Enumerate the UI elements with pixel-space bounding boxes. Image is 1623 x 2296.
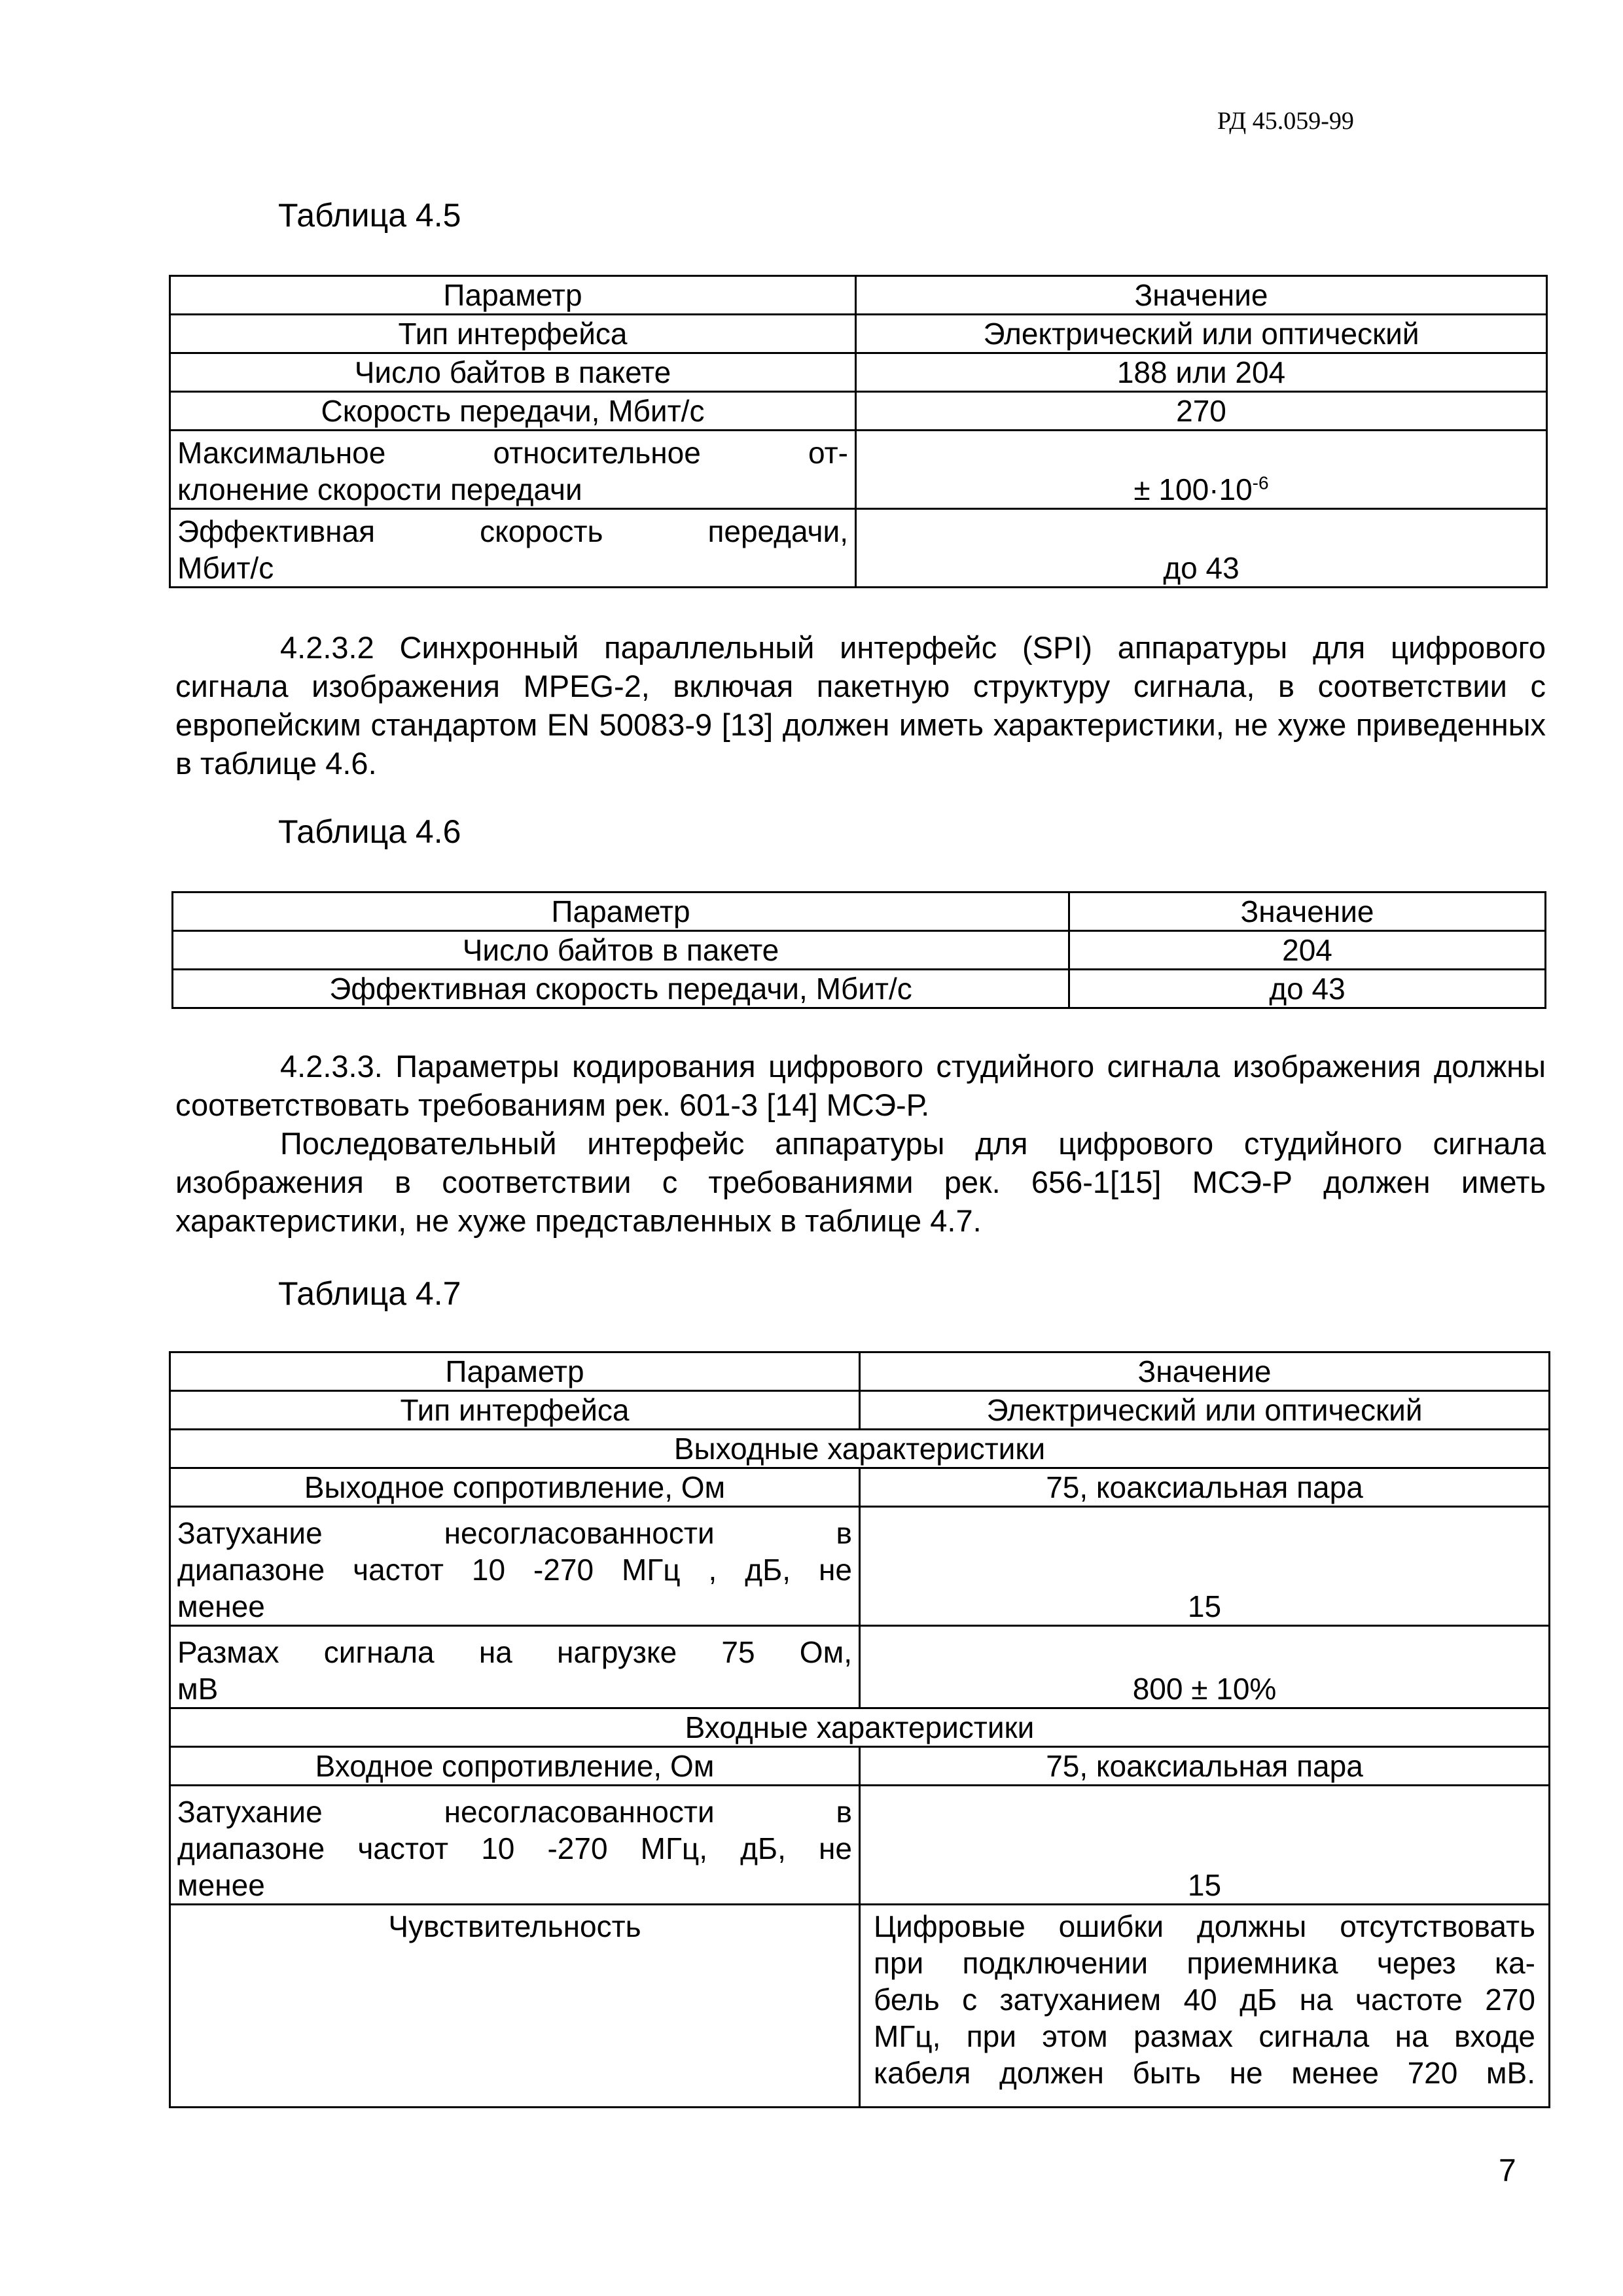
table-cell: Эффективная скорость передачи, Мбит/с [173,970,1069,1008]
paragraph-4-2-3-2: 4.2.3.2 Синхронный параллельный интерфейс (SPI) аппаратуры для цифрового сигнала изображения MPEG-2, включая пакетную структуру сигнала, в соответствии с европейским стандартом EN 50083-9 [13] должен иметь характеристики, не хуже приведенных в таблице 4.6. [175,630,1546,781]
cell-line: мВ [177,1672,219,1706]
table-row [170,1626,1550,1708]
table-row [170,1352,1550,1391]
paragraph-serial-interface: Последовательный интерфейс аппаратуры для цифрового студийного сигнала изображения в соответствии с требованиями рек. 656-1[15] МСЭ-Р должен иметь характеристики, не хуже представленных в таблице 4.7. [175,1126,1546,1238]
document-code: РД 45.059-99 [1217,107,1354,135]
page-number: 7 [1499,2153,1516,2188]
table-cell: Входное сопротивление, Ом [170,1747,860,1786]
table-4-5-caption: Таблица 4.5 [278,197,461,234]
table-cell: 75, коаксиальная пара [860,1468,1550,1507]
table-cell [860,1905,1550,2108]
table-row [170,1468,1550,1507]
table-cell [170,1786,860,1905]
table-cell: Скорость передачи, Мбит/с [170,392,856,431]
cell-line: кабеля должен быть не менее 720 мВ. [874,2056,1535,2090]
table-row [170,392,1547,431]
table-row [170,1905,1550,2108]
table-row [173,970,1546,1008]
cell-line: Затухание несогласованности в [177,1516,852,1550]
cell-line: менее [177,1868,265,1902]
table-cell: 15 [860,1786,1550,1905]
cell-value: ± 100·10 [1133,472,1253,506]
table-header-cell: Параметр [173,892,1069,931]
table-row [170,1430,1550,1468]
table-cell: 75, коаксиальная пара [860,1747,1550,1786]
cell-exponent: -6 [1252,472,1269,493]
table-cell [170,509,856,588]
table-row [170,1786,1550,1905]
section-row-output: Выходные характеристики [170,1430,1550,1468]
table-row [170,1507,1550,1626]
table-row [170,353,1547,392]
table-4-6 [171,891,1546,1009]
table-cell: Электрический или оптический [860,1391,1550,1430]
table-header-cell: Значение [860,1352,1550,1391]
table-header-cell: Значение [1069,892,1546,931]
cell-line: менее [177,1589,265,1623]
table-cell: Выходное сопротивление, Ом [170,1468,860,1507]
table-row [170,276,1547,315]
cell-line: бель с затуханием 40 дБ на частоте 270 [874,1983,1535,2017]
cell-line: Максимальное относительное от- [177,436,848,470]
table-header-cell: Значение [856,276,1547,315]
cell-line: Эффективная скорость передачи, [177,514,848,548]
table-cell: Электрический или оптический [856,315,1547,353]
table-cell: 188 или 204 [856,353,1547,392]
table-cell: до 43 [856,509,1547,588]
cell-line: Размах сигнала на нагрузке 75 Ом, [177,1635,852,1669]
table-row [170,1747,1550,1786]
table-4-7-caption: Таблица 4.7 [278,1275,461,1312]
table-cell: Тип интерфейса [170,315,856,353]
table-4-7 [169,1351,1550,2108]
cell-line: Мбит/с [177,551,274,585]
cell-line: Затухание несогласованности в [177,1795,852,1829]
table-cell: 15 [860,1507,1550,1626]
table-4-6-caption: Таблица 4.6 [278,813,461,850]
table-cell: Число байтов в пакете [170,353,856,392]
cell-line: диапазоне частот 10 -270 МГц, дБ, не [177,1831,852,1865]
table-cell [170,1507,860,1626]
table-row [173,931,1546,970]
cell-line: при подключении приемника через ка- [874,1946,1535,1980]
cell-line: Цифровые ошибки должны отсутствовать [874,1909,1535,1943]
cell-line: диапазоне частот 10 -270 МГц , дБ, не [177,1553,852,1587]
table-cell [856,431,1547,509]
table-cell: 800 ± 10% [860,1626,1550,1708]
table-cell: 204 [1069,931,1546,970]
cell-line: клонение скорости передачи [177,472,582,506]
table-cell: Чувствительность [170,1905,860,2108]
section-row-input: Входные характеристики [170,1708,1550,1747]
table-row [170,431,1547,509]
table-header-cell: Параметр [170,276,856,315]
table-cell: Тип интерфейса [170,1391,860,1430]
table-cell [170,431,856,509]
table-cell [170,1626,860,1708]
table-row [170,509,1547,588]
table-4-5 [169,275,1548,588]
cell-line: МГц, при этом размах сигнала на входе [874,2019,1535,2053]
table-cell: до 43 [1069,970,1546,1008]
table-cell: 270 [856,392,1547,431]
table-row [170,1391,1550,1430]
table-row [173,892,1546,931]
table-row [170,1708,1550,1747]
paragraph-4-2-3-3: 4.2.3.3. Параметры кодирования цифрового студийного сигнала изображения должны соответствовать требованиям рек. 601-3 [14] МСЭ-Р. [175,1049,1546,1122]
table-row [170,315,1547,353]
table-cell: Число байтов в пакете [173,931,1069,970]
table-header-cell: Параметр [170,1352,860,1391]
